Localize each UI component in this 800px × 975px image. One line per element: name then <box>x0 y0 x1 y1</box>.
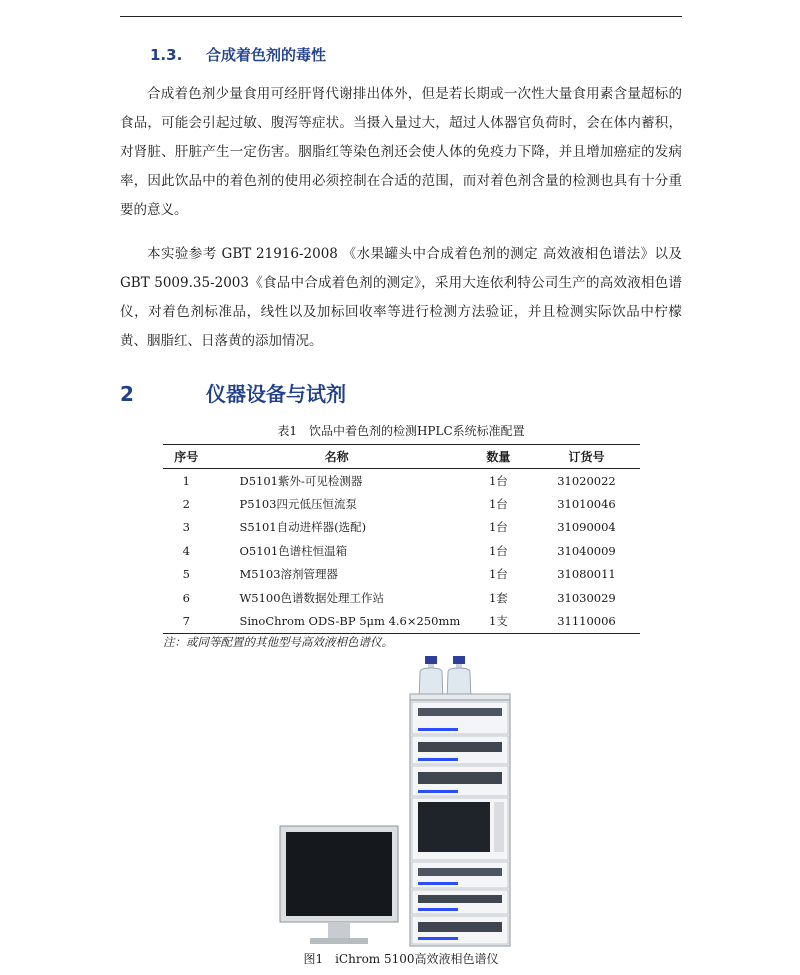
table-row <box>163 516 640 539</box>
cell-name: S5101自动进样器(选配) <box>239 520 367 535</box>
cell-name: W5100色谱数据处理工作站 <box>239 590 385 605</box>
cell-index: 5 <box>182 567 190 582</box>
monitor <box>280 826 398 944</box>
table-note: 注：或同等配置的其他型号高效液相色谱仪。 <box>163 635 393 649</box>
header-name: 名称 <box>209 445 463 469</box>
cell-order-no: 31090004 <box>557 520 616 535</box>
cell-order-no: 31020022 <box>557 473 616 488</box>
cell-quantity: 1支 <box>464 609 533 633</box>
cell-index: 1 <box>182 473 190 488</box>
figure-caption: 图1 iChrom 5100高效液相色谱仪 <box>303 952 499 966</box>
cell-name: SinoChrom ODS-BP 5μm 4.6×250mm <box>209 609 463 633</box>
cell-name: P5103四元低压恒流泵 <box>239 497 357 512</box>
cell-order-no: 31010046 <box>557 497 616 512</box>
section-number: 1.3. <box>150 46 183 64</box>
cell-name: M5103溶剂管理器 <box>239 567 339 582</box>
section-2-heading <box>120 378 346 407</box>
cell-order-no: 31080011 <box>557 567 616 582</box>
solvent-bottle <box>419 656 443 700</box>
cell-order-no: 31030029 <box>557 590 616 605</box>
top-rule <box>120 16 682 17</box>
section-title: 合成着色剂的毒性 <box>206 46 327 64</box>
header-order-no: 订货号 <box>533 445 640 469</box>
table-row <box>163 539 640 562</box>
table-caption: 表1 饮品中着色剂的检测HPLC系统标准配置 <box>277 424 525 438</box>
config-table <box>163 444 640 634</box>
cell-name: D5101紫外-可见检测器 <box>239 473 363 488</box>
hplc-instrument-image <box>270 650 530 950</box>
instrument-stack <box>410 700 510 946</box>
cell-index: 4 <box>182 543 190 558</box>
table-row <box>163 563 640 586</box>
section-1-3-heading <box>150 44 326 65</box>
paragraph-method: 本实验参考 GBT 21916-2008 《水果罐头中合成着色剂的测定 高效液相色谱法》以及 GBT 5009.35-2003《食品中合成着色剂的测定》，采用大连依利特公司生产的高效液相色谱仪，对着色剂标准品，线性以及加标回收率等进行检测方法验证，并且检测实际饮品中柠檬黄、胭脂红、日落黄的添加情况。 <box>120 246 682 349</box>
header-index: 序号 <box>163 445 209 469</box>
cell-order-no: 31040009 <box>557 543 616 558</box>
table-header-row <box>163 445 640 469</box>
table-row <box>163 469 640 493</box>
cell-name: O5101色谱柱恒温箱 <box>239 543 348 558</box>
cell-order-no: 31110006 <box>533 609 640 633</box>
header-quantity: 数量 <box>464 445 533 469</box>
cell-quantity: 1台 <box>488 497 508 512</box>
cell-quantity: 1台 <box>488 473 508 488</box>
section-title: 仪器设备与试剂 <box>206 382 346 406</box>
cell-index: 6 <box>182 590 190 605</box>
cell-index: 7 <box>163 609 209 633</box>
table-row <box>163 492 640 515</box>
solvent-bottle <box>447 656 471 700</box>
cell-quantity: 1台 <box>488 543 508 558</box>
table-row <box>163 609 640 633</box>
cell-quantity: 1台 <box>488 520 508 535</box>
paragraph-toxicity: 合成着色剂少量食用可经肝肾代谢排出体外，但是若长期或一次性大量食用素含量超标的食品，可能会引起过敏、腹泻等症状。当摄入量过大，超过人体器官负荷时，会在体内蓄积，对肾脏、肝脏产生一定伤害。胭脂红等染色剂还会使人体的免疫力下降，并且增加癌症的发病率，因此饮品中的着色剂的使用必须控制在合适的范围，而对着色剂含量的检测也具有十分重要的意义。 <box>120 86 682 218</box>
cell-quantity: 1台 <box>488 567 508 582</box>
cell-index: 3 <box>182 520 190 535</box>
cell-index: 2 <box>182 497 190 512</box>
section-number: 2 <box>120 382 134 406</box>
table-row <box>163 586 640 609</box>
cell-quantity: 1套 <box>488 590 508 605</box>
